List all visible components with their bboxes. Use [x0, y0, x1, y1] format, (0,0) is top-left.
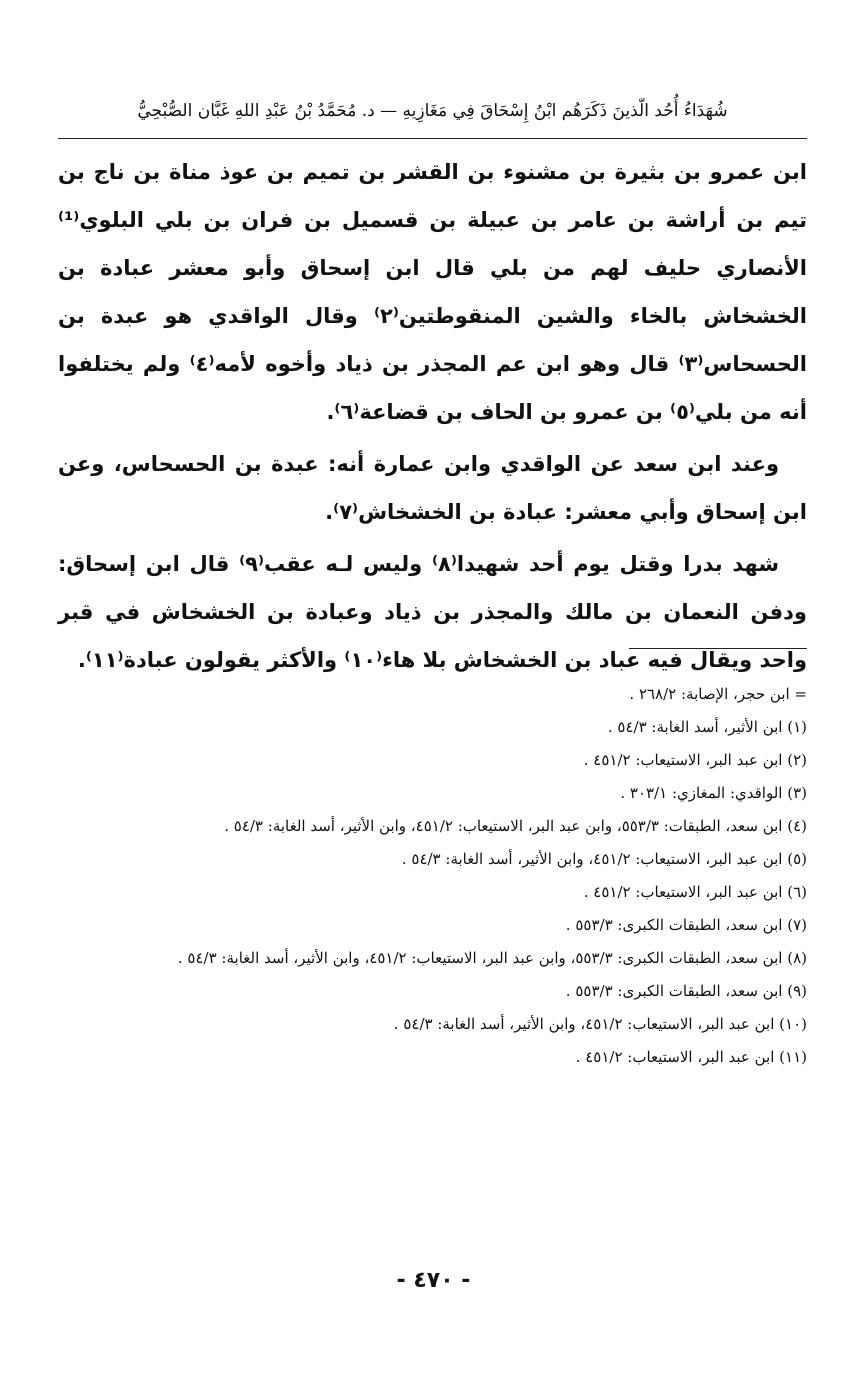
running-header — [58, 96, 807, 139]
footnote: (١) ابن الأثير، أسد الغابة: ٥٤/٣ . — [607, 718, 807, 736]
footnote: = ابن حجر، الإصابة: ٢٦٨/٢ . — [629, 685, 807, 703]
footnote: (٣) الواقدي: المغازي: ٣٠٣/١ . — [620, 784, 807, 802]
footnote: (٨) ابن سعد، الطبقات الكبرى: ٥٥٣/٣، وابن عبد البر، الاستيعاب: ٤٥١/٢، وابن الأثير، أسد الغابة: ٥٤/٣ . — [177, 949, 807, 967]
main-paragraph: وعند ابن سعد عن الواقدي وابن عمارة أنه: عبدة بن الحسحاس، وعن ابن إسحاق وأبي معشر: عبادة بن الخشخاش⁽٧⁾. — [58, 452, 807, 524]
main-paragraph: ابن عمرو بن بثيرة بن مشنوء بن القشر بن تميم بن عوذ مناة بن ناج بن تيم بن أراشة بن عامر بن عبيلة بن قسميل بن فران بن بلي البلوي⁽¹⁾ الأنصاري حليف لهم من بلي قال ابن إسحاق وأبو معشر عبادة بن الخشخاش بالخاء والشين المنقوطتين⁽٢⁾ وقال الواقدي هو عبدة بن الحسحاس⁽٣⁾ قال وهو ابن عم المجذر بن ذياد وأخوه لأمه⁽٤⁾ ولم يختلفوا أنه من بلي⁽٥⁾ بن عمرو بن الحاف بن قضاعة⁽٦⁾. — [58, 160, 807, 424]
running-title: شُهَدَاءُ أُحُد الّذينَ ذَكَرَهُم ابْنُ إِسْحَاقَ فِي مَغَازِيهِ — د. مُحَمَّدُ بْنُ عَبْدِ اللهِ غَبَّان الصُّبْحِيُّ — [137, 101, 728, 121]
main-paragraph: شهد بدرا وقتل يوم أحد شهيدا⁽٨⁾ وليس لـه عقب⁽٩⁾ قال ابن إسحاق: ودفن النعمان بن مالك والمجذر بن ذياد وعبادة بن الخشخاش في قبر واحد ويقال فيه عباد بن الخشخاش بلا هاء⁽١٠⁾ والأكثر يقولون عبادة⁽١١⁾. — [58, 552, 807, 672]
footnotes — [58, 678, 807, 1074]
page-number: - ٤٧٠ - — [396, 1268, 471, 1293]
footnote: (١١) ابن عبد البر، الاستيعاب: ٤٥١/٢ . — [575, 1048, 807, 1066]
footnote: (٤) ابن سعد، الطبقات: ٥٥٣/٣، وابن عبد البر، الاستيعاب: ٤٥١/٢، وابن الأثير، أسد الغابة: ٥٤/٣ . — [224, 817, 807, 835]
footnote-separator — [629, 648, 807, 649]
footnote: (١٠) ابن عبد البر، الاستيعاب: ٤٥١/٢، وابن الأثير، أسد الغابة: ٥٤/٣ . — [393, 1015, 807, 1033]
footnote: (٢) ابن عبد البر، الاستيعاب: ٤٥١/٢ . — [583, 751, 807, 769]
footnote: (٧) ابن سعد، الطبقات الكبرى: ٥٥٣/٣ . — [565, 916, 807, 934]
footnote: (٥) ابن عبد البر، الاستيعاب: ٤٥١/٢، وابن الأثير، أسد الغابة: ٥٤/٣ . — [401, 850, 807, 868]
main-text — [58, 148, 807, 684]
footnote: (٩) ابن سعد، الطبقات الكبرى: ٥٥٣/٣ . — [565, 982, 807, 1000]
footnote: (٦) ابن عبد البر، الاستيعاب: ٤٥١/٢ . — [583, 883, 807, 901]
